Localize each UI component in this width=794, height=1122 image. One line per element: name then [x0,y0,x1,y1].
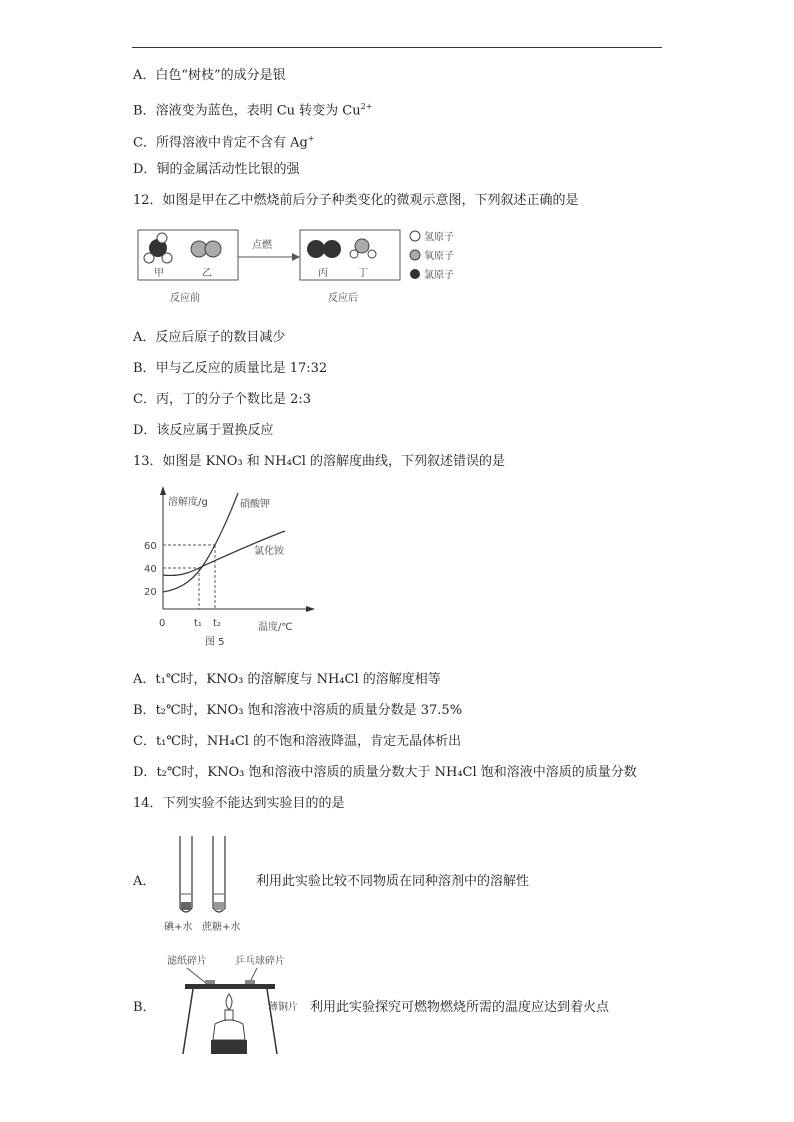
label-pingpong: 乒乓球碎片 [235,956,285,967]
after-label: 反应后 [328,293,358,304]
q14-test-tubes-figure [160,832,256,940]
nh4cl-label: 氯化铵 [254,546,284,557]
q12-reaction-figure [132,224,472,316]
q13-option-b: B．t₂℃时，KNO₃ 饱和溶液中溶质的质量分数是 37.5% [133,703,463,718]
top-rule [132,47,662,48]
jia-label: 甲 [154,268,164,279]
x-axis-label: 温度/℃ [258,622,293,633]
q12-option-c: C．丙，丁的分子个数比是 2:3 [133,392,312,407]
y-axis-label: 溶解度/g [168,497,208,508]
alcohol-lamp [211,1040,247,1054]
q14-option-b-letter: B． [133,1000,156,1015]
y-tick-60: 60 [144,541,157,552]
q12-stem: 12．如图是甲在乙中燃烧前后分子种类变化的微观示意图，下列叙述正确的是 [133,193,579,208]
y-tick-40: 40 [144,564,157,575]
q12-option-d: D．该反应属于置换反应 [133,423,274,438]
q14-stem: 14．下列实验不能达到实验目的的是 [133,796,345,811]
tube-label-sucrose: 蔗糖+水 [202,922,241,933]
q13-stem: 13．如图是 KNO₃ 和 NH₄Cl 的溶解度曲线，下列叙述错误的是 [133,454,506,469]
q14-option-b-text: 利用此实验探究可燃物燃烧所需的温度应达到着火点 [310,1000,610,1015]
q13-option-c: C．t₁℃时，NH₄Cl 的不饱和溶液降温，肯定无晶体析出 [133,734,462,749]
copper-plate [185,984,275,989]
label-copper-plate: 薄铜片 [268,1002,298,1013]
q11-option-d: D．铜的金属活动性比银的强 [133,162,300,177]
before-label: 反应前 [170,293,200,304]
x-tick-0: 0 [159,618,166,629]
chart-caption: 图 5 [205,637,225,648]
q11-option-c: C．所得溶液中肯定不含有 Ag+ [133,134,315,151]
q13-option-d: D．t₂℃时，KNO₃ 饱和溶液中溶质的质量分数大于 NH₄Cl 饱和溶液中溶质的质量分数 [133,765,637,780]
y-tick-20: 20 [144,587,157,598]
legend-chlorine: 氯原子 [424,270,454,281]
q13-solubility-chart [140,483,320,655]
test-tube-right [213,836,225,912]
kno3-label: 硝酸钾 [240,499,270,510]
label-filter-paper: 滤纸碎片 [167,956,207,967]
test-tube-left [180,836,192,912]
q14-burning-apparatus-figure [165,950,305,1062]
ding-label: 丁 [358,268,368,279]
q13-option-a: A．t₁℃时，KNO₃ 的溶解度与 NH₄Cl 的溶解度相等 [133,672,441,687]
q14-option-a-letter: A． [133,874,156,889]
legend-oxygen: 氧原子 [424,251,454,262]
q12-option-b: B．甲与乙反应的质量比是 17:32 [133,361,328,376]
q11-option-b: B．溶液变为蓝色，表明 Cu 转变为 $Cu^{2+}$ [133,102,373,119]
arrow-label: 点燃 [252,240,272,251]
q11-option-a: A．白色“树枝”的成分是银 [133,68,286,83]
tube-label-iodine: 碘+水 [164,922,193,933]
q14-option-a-text: 利用此实验比较不同物质在同种溶剂中的溶解性 [256,874,530,889]
bing-label: 丙 [318,268,328,279]
x-tick-t1: t₁ [194,618,202,629]
yi-label: 乙 [202,268,212,279]
legend-hydrogen: 氢原子 [424,232,454,243]
q12-option-a: A．反应后原子的数目减少 [133,330,286,345]
x-tick-t2: t₂ [213,618,221,629]
